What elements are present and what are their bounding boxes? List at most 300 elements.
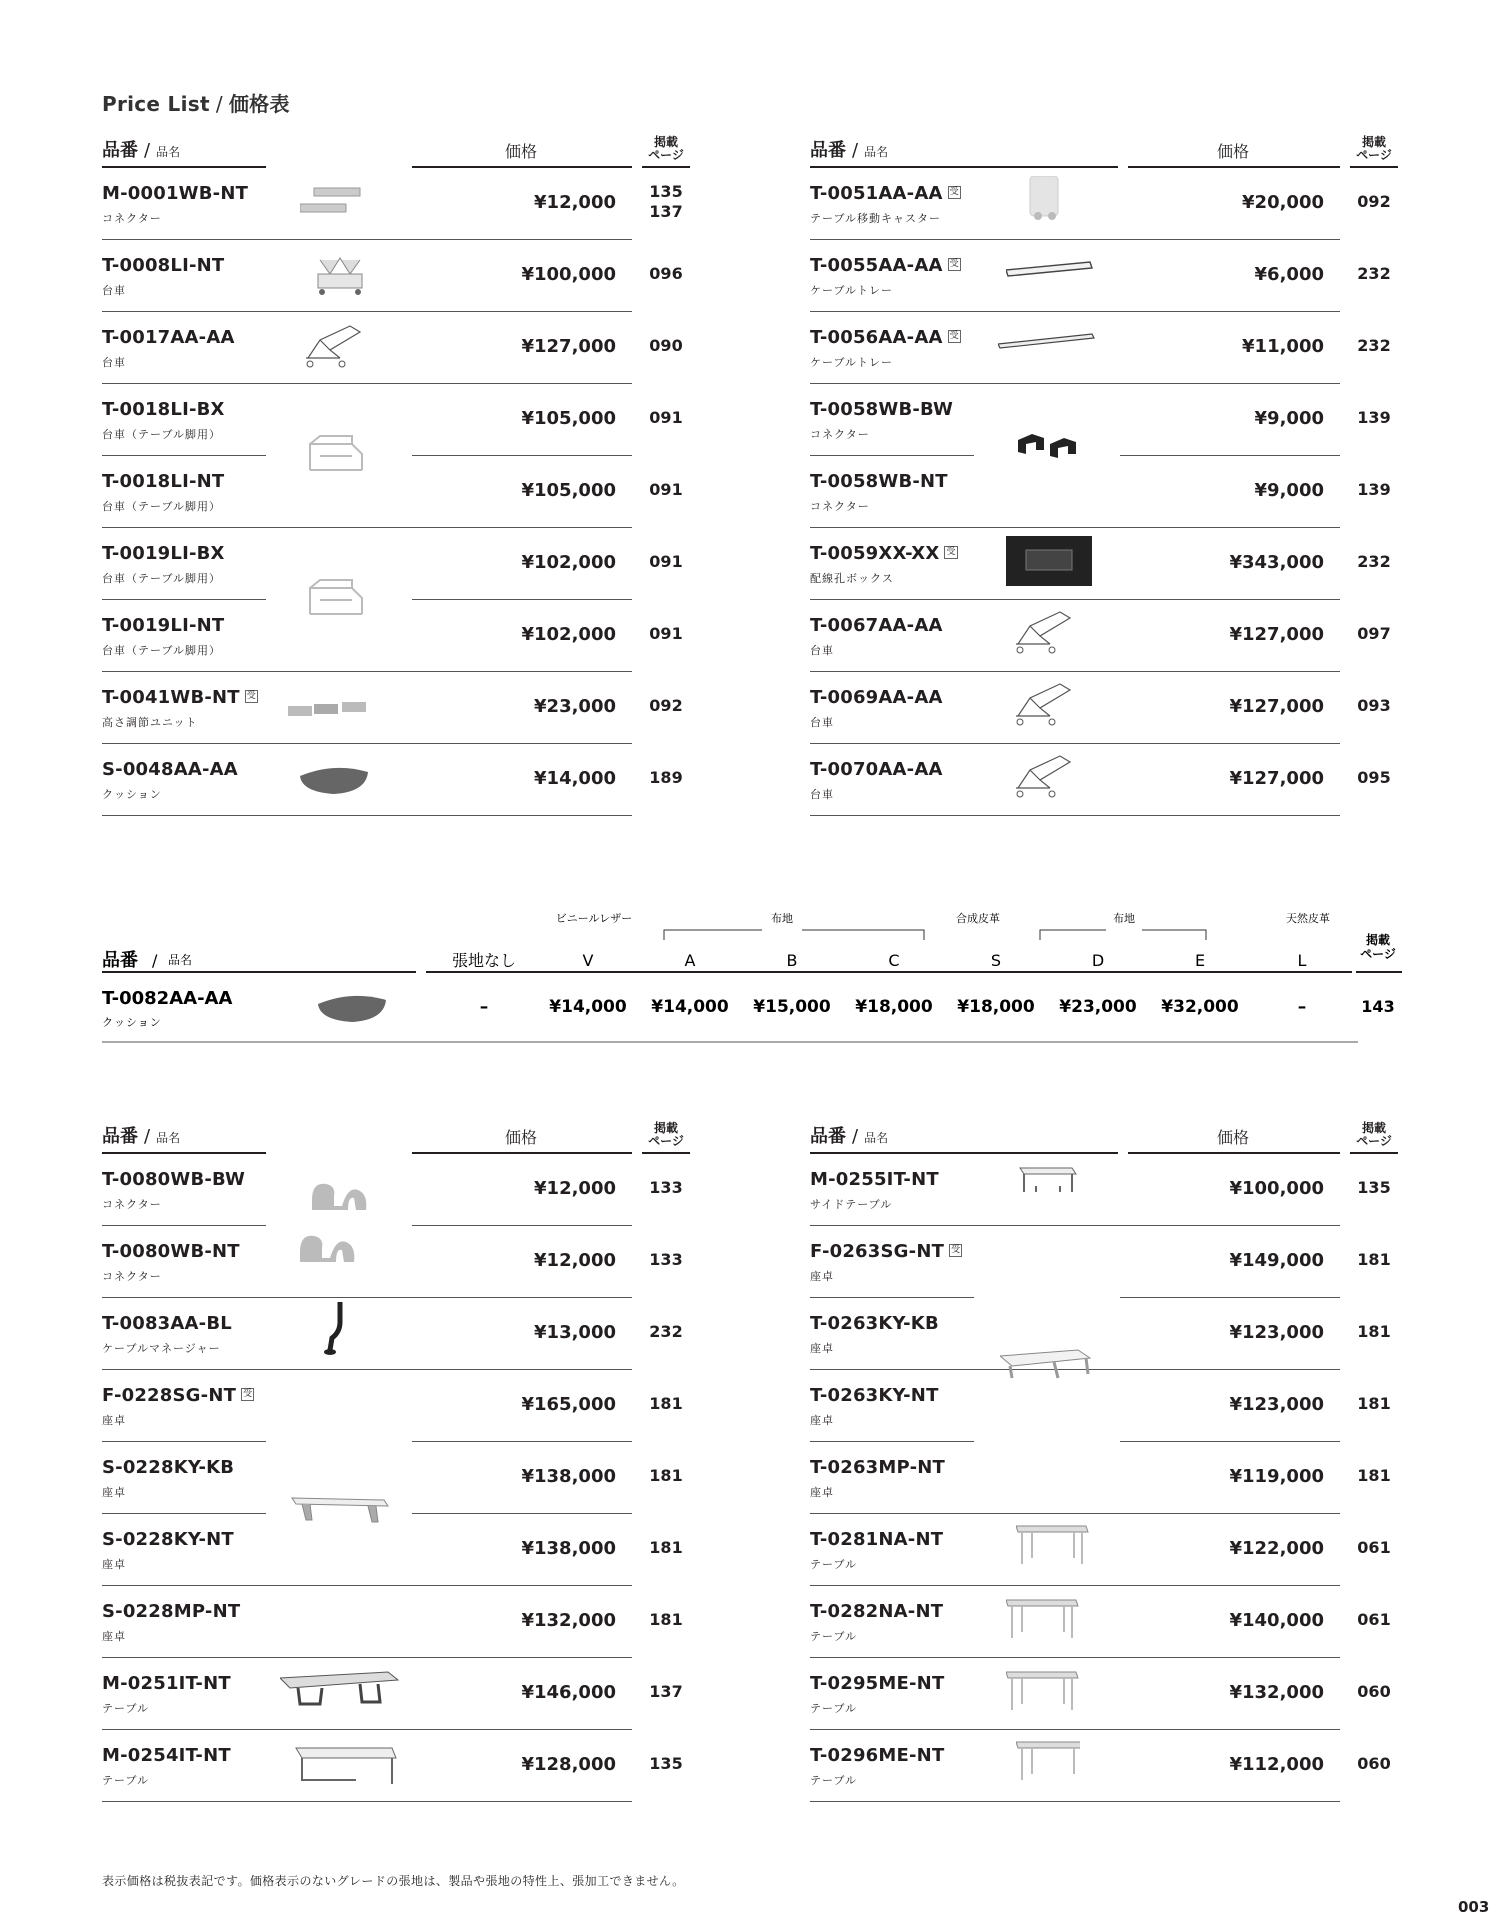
table-top-right bbox=[810, 112, 1398, 816]
group-label-vinyl: ビニールレザー bbox=[555, 912, 633, 925]
header-price: 価格 bbox=[504, 1128, 537, 1147]
header-separator: / bbox=[152, 951, 158, 970]
product-page: 060 bbox=[1357, 1682, 1391, 1701]
product-code bbox=[102, 1313, 232, 1334]
header-code-label bbox=[810, 136, 888, 162]
product-page: 092 bbox=[1357, 192, 1391, 211]
product-price: ¥20,000 bbox=[1242, 192, 1324, 213]
product-name: クッション bbox=[102, 1016, 162, 1029]
product-page: 181 bbox=[1357, 1250, 1391, 1269]
product-page: 181 bbox=[649, 1538, 683, 1557]
product-price: ¥102,000 bbox=[521, 624, 616, 645]
header-price: 価格 bbox=[1216, 142, 1249, 161]
product-page: 139 bbox=[1357, 408, 1391, 427]
table-row bbox=[810, 1226, 1398, 1298]
product-code bbox=[102, 1745, 231, 1766]
product-code-text: T-0056AA-AA bbox=[810, 327, 943, 348]
table-row bbox=[102, 528, 690, 600]
product-thumbnail bbox=[280, 1670, 400, 1710]
product-page: 061 bbox=[1357, 1538, 1391, 1557]
product-code bbox=[102, 1673, 231, 1694]
product-code-text: T-0059XX-XX bbox=[810, 543, 940, 564]
product-code-text: F-0228SG-NT bbox=[102, 1385, 237, 1406]
table-row bbox=[102, 1658, 690, 1730]
product-price: ¥9,000 bbox=[1254, 408, 1324, 429]
table-row bbox=[810, 168, 1398, 240]
table-row bbox=[810, 1298, 1398, 1370]
table-row bbox=[810, 528, 1398, 600]
header-code-label bbox=[102, 136, 180, 162]
table-row bbox=[102, 456, 690, 528]
product-code bbox=[810, 615, 943, 636]
product-price: ¥138,000 bbox=[521, 1466, 616, 1487]
header-page-line2: ページ bbox=[648, 148, 684, 162]
product-code-text: T-0296ME-NT bbox=[810, 1745, 945, 1766]
table-row bbox=[102, 744, 690, 816]
product-code-text: T-0080WB-BW bbox=[102, 1169, 246, 1190]
product-page-2: 137 bbox=[649, 202, 683, 221]
header-page-line2: ページ bbox=[1356, 1134, 1392, 1148]
product-code bbox=[810, 1673, 944, 1694]
grade-price-5: ¥18,000 bbox=[957, 997, 1035, 1017]
product-image bbox=[292, 1744, 400, 1792]
grade-column-3: B bbox=[786, 951, 798, 970]
product-code-text: T-0295ME-NT bbox=[810, 1673, 945, 1694]
product-name: テーブル bbox=[810, 1702, 858, 1715]
product-page: 097 bbox=[1357, 624, 1391, 643]
product-name: 座卓 bbox=[102, 1486, 126, 1499]
grade-price-7: ¥32,000 bbox=[1161, 997, 1239, 1017]
header-separator: / bbox=[144, 1126, 151, 1147]
product-page: 096 bbox=[649, 264, 683, 283]
product-thumbnail bbox=[1016, 1162, 1080, 1202]
product-code bbox=[810, 1529, 943, 1550]
product-name: ケーブルトレー bbox=[810, 284, 894, 297]
made-to-order-badge: 受 bbox=[946, 546, 956, 557]
header-separator: / bbox=[852, 1126, 859, 1147]
product-price: ¥105,000 bbox=[521, 408, 616, 429]
table-row bbox=[810, 1154, 1398, 1226]
product-thumbnail bbox=[310, 1302, 350, 1358]
product-page bbox=[642, 182, 690, 222]
table-bottom-right bbox=[810, 1098, 1398, 1802]
header-separator: / bbox=[852, 140, 859, 161]
made-to-order-badge: 受 bbox=[246, 690, 256, 701]
product-image bbox=[1016, 1520, 1090, 1574]
product-thumbnail bbox=[300, 322, 366, 370]
product-page: 133 bbox=[649, 1250, 683, 1269]
product-price: ¥146,000 bbox=[521, 1682, 616, 1703]
product-image bbox=[310, 1302, 350, 1362]
product-code-text: T-0019LI-NT bbox=[102, 615, 225, 636]
header-price: 価格 bbox=[504, 142, 537, 161]
product-code-text: M-0251IT-NT bbox=[102, 1673, 231, 1694]
header-name: 品名 bbox=[156, 1131, 181, 1145]
product-image bbox=[1016, 1736, 1080, 1794]
product-code bbox=[810, 1745, 944, 1766]
product-price: ¥138,000 bbox=[521, 1538, 616, 1559]
grade-column-6: D bbox=[1091, 951, 1105, 970]
product-code bbox=[102, 1241, 240, 1262]
row-rule bbox=[102, 1801, 632, 1802]
product-price: ¥165,000 bbox=[521, 1394, 616, 1415]
product-code-text: T-0069AA-AA bbox=[810, 687, 943, 708]
product-thumbnail bbox=[1016, 1736, 1080, 1790]
product-image bbox=[1006, 260, 1094, 284]
product-price: ¥12,000 bbox=[534, 1250, 616, 1271]
product-code-text: S-0228MP-NT bbox=[102, 1601, 241, 1622]
product-price: ¥127,000 bbox=[1229, 696, 1324, 717]
product-name: 高さ調節ユニット bbox=[102, 716, 198, 729]
product-code bbox=[810, 759, 943, 780]
product-thumbnail bbox=[1010, 608, 1076, 656]
product-code bbox=[102, 1457, 234, 1478]
product-price: ¥23,000 bbox=[534, 696, 616, 717]
product-code-text: S-0228KY-KB bbox=[102, 1457, 235, 1478]
product-page: 139 bbox=[1357, 480, 1391, 499]
product-code bbox=[810, 183, 961, 204]
header-page bbox=[1350, 1122, 1398, 1148]
table-row bbox=[102, 600, 690, 672]
product-page: 092 bbox=[649, 696, 683, 715]
header-code: 品番 bbox=[102, 140, 138, 161]
product-code-text: T-0263KY-NT bbox=[810, 1385, 939, 1406]
product-page: 133 bbox=[649, 1178, 683, 1197]
product-code bbox=[810, 1313, 939, 1334]
header-page-line2: ページ bbox=[1356, 148, 1392, 162]
grade-price-4: ¥18,000 bbox=[855, 997, 933, 1017]
product-image bbox=[1010, 608, 1076, 660]
product-code bbox=[102, 255, 224, 276]
grade-price-0: – bbox=[479, 997, 489, 1017]
table-top-left bbox=[102, 112, 690, 816]
product-price: ¥12,000 bbox=[534, 192, 616, 213]
grade-price-1: ¥14,000 bbox=[549, 997, 627, 1017]
product-code bbox=[810, 543, 958, 564]
product-thumbnail bbox=[1006, 1666, 1100, 1716]
product-code-text: T-0041WB-NT bbox=[102, 687, 240, 708]
product-page: 181 bbox=[649, 1610, 683, 1629]
table-row bbox=[102, 1586, 690, 1658]
product-price: ¥127,000 bbox=[521, 336, 616, 357]
product-name: テーブル bbox=[102, 1774, 150, 1787]
product-thumbnail bbox=[308, 252, 372, 298]
table-header bbox=[102, 112, 690, 168]
table-row bbox=[102, 240, 690, 312]
table-header bbox=[102, 1098, 690, 1154]
product-name: コネクター bbox=[810, 500, 870, 513]
product-code bbox=[102, 399, 225, 420]
group-label-fabric1: 布地 bbox=[771, 912, 793, 925]
product-code bbox=[102, 1169, 245, 1190]
product-page: 181 bbox=[1357, 1394, 1391, 1413]
page-title-en: Price List bbox=[102, 92, 210, 116]
product-page: 181 bbox=[1357, 1466, 1391, 1485]
table-row bbox=[810, 384, 1398, 456]
product-page: 189 bbox=[649, 768, 683, 787]
product-code-text: T-0058WB-NT bbox=[810, 471, 948, 492]
product-price: ¥12,000 bbox=[534, 1178, 616, 1199]
product-name: 台車（テーブル脚用） bbox=[102, 428, 222, 441]
header-page-line2: ページ bbox=[648, 1134, 684, 1148]
product-page: 060 bbox=[1357, 1754, 1391, 1773]
product-code-text: T-0019LI-BX bbox=[102, 543, 225, 564]
product-code-text: T-0281NA-NT bbox=[810, 1529, 944, 1550]
product-page: 143 bbox=[1361, 997, 1395, 1016]
product-name: 台車（テーブル脚用） bbox=[102, 644, 222, 657]
product-thumbnail bbox=[998, 330, 1096, 352]
table-row bbox=[810, 1370, 1398, 1442]
product-image bbox=[1006, 536, 1092, 590]
product-price: ¥127,000 bbox=[1229, 624, 1324, 645]
grade-price-3: ¥15,000 bbox=[753, 997, 831, 1017]
product-page: 095 bbox=[1357, 768, 1391, 787]
product-code-text: T-0263MP-NT bbox=[810, 1457, 946, 1478]
table-header bbox=[810, 112, 1398, 168]
product-image bbox=[1016, 1162, 1080, 1206]
product-image bbox=[318, 996, 386, 1022]
group-bracket-fabric2 bbox=[1040, 930, 1206, 940]
product-price: ¥119,000 bbox=[1229, 1466, 1324, 1487]
product-page: 137 bbox=[649, 1682, 683, 1701]
header-code: 品番 bbox=[810, 140, 846, 161]
group-label-natural: 天然皮革 bbox=[1286, 912, 1330, 925]
product-code bbox=[810, 1457, 945, 1478]
header-code: 品番 bbox=[102, 1126, 138, 1147]
table-row bbox=[102, 312, 690, 384]
table-row bbox=[810, 672, 1398, 744]
product-image bbox=[1010, 680, 1076, 732]
product-code-text: T-0017AA-AA bbox=[102, 327, 235, 348]
product-name: コネクター bbox=[102, 1198, 162, 1211]
table-row bbox=[102, 672, 690, 744]
product-code bbox=[810, 1601, 943, 1622]
product-price: ¥149,000 bbox=[1229, 1250, 1324, 1271]
product-page: 090 bbox=[649, 336, 683, 355]
product-name: クッション bbox=[102, 788, 162, 801]
product-image bbox=[288, 692, 368, 726]
product-name: テーブル bbox=[810, 1558, 858, 1571]
product-page: 135 bbox=[1357, 1178, 1391, 1197]
product-code bbox=[810, 1169, 939, 1190]
product-thumbnail bbox=[308, 1176, 372, 1214]
product-page: 091 bbox=[649, 552, 683, 571]
product-image bbox=[280, 1670, 400, 1714]
product-name: 座卓 bbox=[102, 1558, 126, 1571]
product-code-text: T-0282NA-NT bbox=[810, 1601, 944, 1622]
product-code bbox=[810, 327, 961, 348]
product-code-text: F-0263SG-NT bbox=[810, 1241, 945, 1262]
product-code-text: M-0255IT-NT bbox=[810, 1169, 939, 1190]
table-row bbox=[810, 1514, 1398, 1586]
made-to-order-badge: 受 bbox=[949, 186, 959, 197]
table-row bbox=[810, 1586, 1398, 1658]
product-thumbnail bbox=[288, 692, 368, 722]
header-name: 品名 bbox=[156, 145, 181, 159]
product-name: サイドテーブル bbox=[810, 1198, 893, 1211]
product-image bbox=[1010, 752, 1076, 804]
group-label-synthetic: 合成皮革 bbox=[956, 912, 1000, 925]
table-row bbox=[810, 1730, 1398, 1802]
product-page: 232 bbox=[649, 1322, 683, 1341]
header-page-line1: 掲載 bbox=[1361, 135, 1386, 149]
product-name: 座卓 bbox=[810, 1486, 834, 1499]
product-name: 台車 bbox=[102, 284, 126, 297]
page-title-ja: 価格表 bbox=[228, 92, 290, 116]
product-thumbnail bbox=[292, 1744, 400, 1788]
header-page-line1: 掲載 bbox=[1361, 1121, 1386, 1135]
product-page: 181 bbox=[649, 1394, 683, 1413]
grade-price-8: – bbox=[1297, 997, 1307, 1017]
table-row bbox=[102, 1370, 690, 1442]
table-row bbox=[102, 1442, 690, 1514]
table-row bbox=[102, 1154, 690, 1226]
product-name: 台車 bbox=[810, 644, 834, 657]
product-page-1: 135 bbox=[649, 182, 683, 201]
table-row bbox=[102, 168, 690, 240]
product-code-text: T-0070AA-AA bbox=[810, 759, 943, 780]
product-name: 台車 bbox=[810, 788, 834, 801]
product-code bbox=[810, 1385, 939, 1406]
product-thumbnail bbox=[1006, 536, 1092, 586]
product-page: 232 bbox=[1357, 552, 1391, 571]
product-code bbox=[102, 1385, 254, 1406]
product-thumbnail bbox=[300, 182, 362, 218]
grade-column-7: E bbox=[1194, 951, 1206, 970]
product-code bbox=[810, 1241, 962, 1262]
product-thumbnail bbox=[1016, 1520, 1090, 1570]
header-page bbox=[1350, 136, 1398, 162]
product-code-text: M-0254IT-NT bbox=[102, 1745, 231, 1766]
product-code bbox=[102, 543, 225, 564]
product-thumbnail bbox=[296, 1228, 360, 1266]
product-image bbox=[300, 182, 362, 222]
product-price: ¥100,000 bbox=[1229, 1178, 1324, 1199]
product-price: ¥127,000 bbox=[1229, 768, 1324, 789]
header-code-label bbox=[810, 1122, 888, 1148]
product-code bbox=[810, 471, 948, 492]
header-name: 品名 bbox=[864, 1131, 889, 1145]
made-to-order-badge: 受 bbox=[949, 258, 959, 269]
product-page: 091 bbox=[649, 408, 683, 427]
table-row bbox=[102, 1514, 690, 1586]
product-code-text: T-0018LI-NT bbox=[102, 471, 225, 492]
table-header bbox=[810, 1098, 1398, 1154]
product-image bbox=[1006, 1594, 1100, 1648]
product-image bbox=[998, 330, 1096, 356]
made-to-order-badge: 受 bbox=[949, 330, 959, 341]
product-name: 台車（テーブル脚用） bbox=[102, 500, 222, 513]
product-thumbnail bbox=[1010, 176, 1078, 224]
header-price: 価格 bbox=[1216, 1128, 1249, 1147]
product-code-text: T-0263KY-KB bbox=[810, 1313, 939, 1334]
product-page: 135 bbox=[649, 1754, 683, 1773]
product-price: ¥6,000 bbox=[1254, 264, 1324, 285]
made-to-order-badge: 受 bbox=[951, 1244, 961, 1255]
product-name: ケーブルトレー bbox=[810, 356, 894, 369]
product-page: 181 bbox=[1357, 1322, 1391, 1341]
product-price: ¥132,000 bbox=[521, 1610, 616, 1631]
product-price: ¥112,000 bbox=[1229, 1754, 1324, 1775]
product-image bbox=[308, 252, 372, 302]
product-name: ケーブルマネージャー bbox=[102, 1342, 221, 1355]
product-name: 座卓 bbox=[810, 1270, 834, 1283]
product-price: ¥122,000 bbox=[1229, 1538, 1324, 1559]
product-price: ¥105,000 bbox=[521, 480, 616, 501]
header-code: 品番 bbox=[810, 1126, 846, 1147]
header-code: 品番 bbox=[102, 950, 138, 971]
product-name: コネクター bbox=[102, 1270, 162, 1283]
group-bracket-fabric1 bbox=[664, 930, 924, 940]
product-name: 台車 bbox=[102, 356, 126, 369]
product-thumbnail bbox=[1006, 260, 1094, 280]
row-rule bbox=[810, 1801, 1340, 1802]
made-to-order-badge: 受 bbox=[243, 1388, 253, 1399]
product-name: 座卓 bbox=[102, 1630, 126, 1643]
product-name: 台車（テーブル脚用） bbox=[102, 572, 222, 585]
product-page: 091 bbox=[649, 480, 683, 499]
product-page: 061 bbox=[1357, 1610, 1391, 1629]
product-name: テーブル bbox=[810, 1774, 858, 1787]
table-row bbox=[102, 1226, 690, 1298]
row-rule bbox=[810, 815, 1340, 816]
product-code: T-0082AA-AA bbox=[102, 988, 233, 1009]
product-code bbox=[102, 1601, 240, 1622]
product-thumbnail bbox=[1010, 680, 1076, 728]
header-page-line1: 掲載 bbox=[653, 1121, 678, 1135]
table-row bbox=[102, 384, 690, 456]
header-code-label bbox=[102, 1122, 180, 1148]
product-name: 配線孔ボックス bbox=[810, 572, 894, 585]
product-code bbox=[102, 615, 224, 636]
product-price: ¥140,000 bbox=[1229, 1610, 1324, 1631]
product-code-text: T-0051AA-AA bbox=[810, 183, 943, 204]
grade-column-5: S bbox=[990, 951, 1002, 970]
product-price: ¥13,000 bbox=[534, 1322, 616, 1343]
grade-column-8: L bbox=[1297, 951, 1307, 970]
product-code bbox=[102, 471, 224, 492]
header-name: 品名 bbox=[864, 145, 889, 159]
table-bottom-left bbox=[102, 1098, 690, 1802]
product-image bbox=[300, 322, 366, 374]
product-price: ¥132,000 bbox=[1229, 1682, 1324, 1703]
product-code-text: T-0080WB-NT bbox=[102, 1241, 240, 1262]
header-name: 品名 bbox=[168, 953, 193, 967]
product-code bbox=[102, 759, 238, 780]
product-code-text: S-0048AA-AA bbox=[102, 759, 238, 780]
product-code-text: T-0018LI-BX bbox=[102, 399, 225, 420]
product-code bbox=[102, 327, 235, 348]
product-code bbox=[102, 1529, 234, 1550]
table-row bbox=[102, 1298, 690, 1370]
table-row bbox=[810, 1658, 1398, 1730]
grade-price-2: ¥14,000 bbox=[651, 997, 729, 1017]
product-image bbox=[294, 758, 374, 802]
product-code bbox=[810, 687, 943, 708]
row-rule bbox=[102, 815, 632, 816]
footnote: 表示価格は税抜表記です。価格表示のないグレードの張地は、製品や張地の特性上、張加工できません。 bbox=[102, 1874, 685, 1888]
product-name: コネクター bbox=[810, 428, 870, 441]
header-page-line2: ページ bbox=[1360, 947, 1396, 961]
product-code bbox=[810, 399, 953, 420]
table-row bbox=[810, 600, 1398, 672]
grade-column-1: V bbox=[582, 951, 594, 970]
page-number: 003 bbox=[1458, 1898, 1490, 1916]
product-code-text: M-0001WB-NT bbox=[102, 183, 249, 204]
product-name: 座卓 bbox=[102, 1414, 126, 1427]
product-page: 093 bbox=[1357, 696, 1391, 715]
product-thumbnail bbox=[1010, 752, 1076, 800]
